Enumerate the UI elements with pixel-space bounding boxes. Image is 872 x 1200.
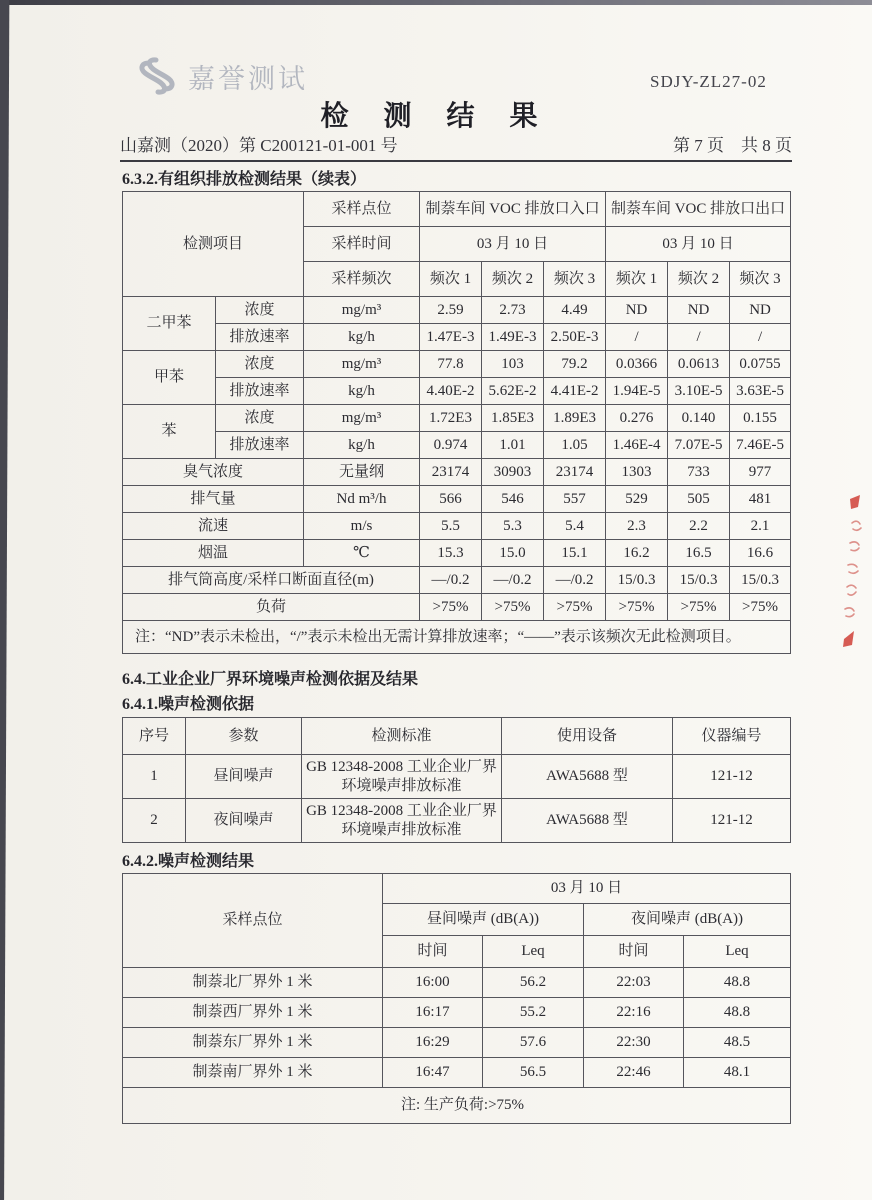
header-cell: 检测项目 <box>123 192 304 297</box>
value-cell: >75% <box>420 594 482 621</box>
point-cell: 制萘东厂界外 1 米 <box>123 1028 383 1058</box>
param-cell: 昼间噪声 <box>186 755 302 799</box>
value-cell: 16:47 <box>383 1058 483 1088</box>
value-cell: 1.94E-5 <box>606 378 668 405</box>
scan-edge-top <box>0 0 872 5</box>
value-cell: 1.05 <box>544 432 606 459</box>
point-cell: 制萘西厂界外 1 米 <box>123 998 383 1028</box>
value-cell: 48.8 <box>684 998 791 1028</box>
value-cell: >75% <box>482 594 544 621</box>
standard-cell: GB 12348-2008 工业企业厂界环境噪声排放标准 <box>302 799 502 843</box>
value-cell: 77.8 <box>420 351 482 378</box>
value-cell: —/0.2 <box>482 567 544 594</box>
param-cell: 排气量 <box>123 486 304 513</box>
header-cell: 采样频次 <box>304 262 420 297</box>
unit-cell: mg/m³ <box>304 351 420 378</box>
doc-code: SDJY-ZL27-02 <box>650 72 767 91</box>
param-cell: 烟温 <box>123 540 304 567</box>
value-cell: 15.1 <box>544 540 606 567</box>
value-cell: 0.0755 <box>730 351 791 378</box>
header-cell: 夜间噪声 (dB(A)) <box>584 904 791 936</box>
value-cell: 0.140 <box>668 405 730 432</box>
unit-cell: kg/h <box>304 432 420 459</box>
table-row <box>123 567 791 594</box>
table-row <box>123 718 791 755</box>
value-cell: 529 <box>606 486 668 513</box>
index-cell: 2 <box>123 799 186 843</box>
value-cell: 4.49 <box>544 297 606 324</box>
header-cell: 昼间噪声 (dB(A)) <box>383 904 584 936</box>
value-cell: 2.2 <box>668 513 730 540</box>
value-cell: 2.50E-3 <box>544 324 606 351</box>
table-row <box>123 968 791 998</box>
param-cell: 负荷 <box>123 594 420 621</box>
header-cell: 使用设备 <box>502 718 673 755</box>
value-cell: 5.62E-2 <box>482 378 544 405</box>
section-heading-64: 6.4.工业企业厂界环境噪声检测依据及结果 <box>122 671 419 688</box>
value-cell: 22:03 <box>584 968 684 998</box>
unit-cell: kg/h <box>304 378 420 405</box>
point-cell: 制萘北厂界外 1 米 <box>123 968 383 998</box>
pollutant-cell: 甲苯 <box>123 351 216 405</box>
value-cell: 1.46E-4 <box>606 432 668 459</box>
value-cell: 3.10E-5 <box>668 378 730 405</box>
section-heading-641: 6.4.1.噪声检测依据 <box>122 696 255 713</box>
header-cell: 参数 <box>186 718 302 755</box>
value-cell: 5.3 <box>482 513 544 540</box>
value-cell: 22:46 <box>584 1058 684 1088</box>
table-row <box>123 755 791 799</box>
report-number-row <box>120 131 792 162</box>
value-cell: 15/0.3 <box>668 567 730 594</box>
header-cell: Leq <box>483 936 584 968</box>
value-cell: >75% <box>544 594 606 621</box>
table-row <box>123 459 791 486</box>
table-note: 注：“ND”表示未检出，“/”表示未检出无需计算排放速率；“——”表示该频次无此检测项目。 <box>123 621 791 654</box>
report-number: 山嘉测（2020）第 C200121-01-001 号 <box>120 136 398 155</box>
value-cell: 977 <box>730 459 791 486</box>
unit-cell: m/s <box>304 513 420 540</box>
metric-cell: 浓度 <box>216 405 304 432</box>
emission-results-table <box>122 191 791 654</box>
param-cell: 臭气浓度 <box>123 459 304 486</box>
value-cell: 546 <box>482 486 544 513</box>
value-cell: 566 <box>420 486 482 513</box>
device-cell: AWA5688 型 <box>502 755 673 799</box>
value-cell: 22:16 <box>584 998 684 1028</box>
value-cell: 16:29 <box>383 1028 483 1058</box>
table-row <box>123 486 791 513</box>
value-cell: —/0.2 <box>420 567 482 594</box>
metric-cell: 浓度 <box>216 297 304 324</box>
table-row <box>123 192 791 227</box>
value-cell: 2.59 <box>420 297 482 324</box>
table-row <box>123 351 791 378</box>
value-cell: ND <box>668 297 730 324</box>
value-cell: 5.5 <box>420 513 482 540</box>
value-cell: / <box>668 324 730 351</box>
value-cell: / <box>730 324 791 351</box>
header-cell: 03 月 10 日 <box>606 227 791 262</box>
red-stamp-marks <box>836 495 870 655</box>
value-cell: 48.5 <box>684 1028 791 1058</box>
value-cell: 16.5 <box>668 540 730 567</box>
value-cell: ND <box>730 297 791 324</box>
device-cell: AWA5688 型 <box>502 799 673 843</box>
value-cell: >75% <box>606 594 668 621</box>
header-cell: 采样点位 <box>304 192 420 227</box>
instrument-cell: 121-12 <box>673 755 791 799</box>
table-row <box>123 1028 791 1058</box>
table-row <box>123 540 791 567</box>
value-cell: >75% <box>730 594 791 621</box>
value-cell: 2.73 <box>482 297 544 324</box>
value-cell: 16:00 <box>383 968 483 998</box>
table-row <box>123 432 791 459</box>
section-heading-632: 6.3.2.有组织排放检测结果（续表） <box>122 171 367 188</box>
unit-cell: kg/h <box>304 324 420 351</box>
value-cell: 1.01 <box>482 432 544 459</box>
value-cell: 16.2 <box>606 540 668 567</box>
value-cell: 15.0 <box>482 540 544 567</box>
metric-cell: 排放速率 <box>216 324 304 351</box>
value-cell: 57.6 <box>483 1028 584 1058</box>
value-cell: 1303 <box>606 459 668 486</box>
param-cell: 流速 <box>123 513 304 540</box>
company-logo <box>136 56 308 96</box>
value-cell: 15.3 <box>420 540 482 567</box>
table-note: 注: 生产负荷:>75% <box>123 1088 791 1124</box>
value-cell: 103 <box>482 351 544 378</box>
value-cell: ND <box>606 297 668 324</box>
table-row <box>123 297 791 324</box>
table-row <box>123 594 791 621</box>
value-cell: / <box>606 324 668 351</box>
header-cell: 频次 2 <box>482 262 544 297</box>
metric-cell: 排放速率 <box>216 432 304 459</box>
header-cell: 制萘车间 VOC 排放口入口 <box>420 192 606 227</box>
value-cell: 4.40E-2 <box>420 378 482 405</box>
value-cell: 0.0613 <box>668 351 730 378</box>
value-cell: 79.2 <box>544 351 606 378</box>
value-cell: 48.8 <box>684 968 791 998</box>
unit-cell: mg/m³ <box>304 297 420 324</box>
value-cell: 733 <box>668 459 730 486</box>
header-cell: 频次 1 <box>606 262 668 297</box>
table-row <box>123 378 791 405</box>
value-cell: 0.276 <box>606 405 668 432</box>
value-cell: 0.0366 <box>606 351 668 378</box>
value-cell: 7.07E-5 <box>668 432 730 459</box>
header-cell: 频次 3 <box>730 262 791 297</box>
value-cell: 2.3 <box>606 513 668 540</box>
index-cell: 1 <box>123 755 186 799</box>
value-cell: 22:30 <box>584 1028 684 1058</box>
noise-results-table <box>122 873 791 1124</box>
scan-edge-left <box>0 0 12 1200</box>
value-cell: 15/0.3 <box>730 567 791 594</box>
table-row <box>123 621 791 654</box>
metric-cell: 排放速率 <box>216 378 304 405</box>
header-cell: 采样时间 <box>304 227 420 262</box>
value-cell: 48.1 <box>684 1058 791 1088</box>
value-cell: 56.2 <box>483 968 584 998</box>
value-cell: 2.1 <box>730 513 791 540</box>
value-cell: 1.49E-3 <box>482 324 544 351</box>
table-row <box>123 405 791 432</box>
instrument-cell: 121-12 <box>673 799 791 843</box>
value-cell: 15/0.3 <box>606 567 668 594</box>
table-row <box>123 1088 791 1124</box>
value-cell: 505 <box>668 486 730 513</box>
table-row <box>123 874 791 904</box>
value-cell: 1.85E3 <box>482 405 544 432</box>
header-cell: 采样点位 <box>123 874 383 968</box>
table-row <box>123 799 791 843</box>
noise-basis-table <box>122 717 791 843</box>
point-cell: 制萘南厂界外 1 米 <box>123 1058 383 1088</box>
unit-cell: mg/m³ <box>304 405 420 432</box>
param-cell: 夜间噪声 <box>186 799 302 843</box>
logo-text: 嘉誉测试 <box>188 63 308 94</box>
standard-cell: GB 12348-2008 工业企业厂界环境噪声排放标准 <box>302 755 502 799</box>
header-cell: 序号 <box>123 718 186 755</box>
logo-knot-icon <box>136 56 178 96</box>
value-cell: 16.6 <box>730 540 791 567</box>
header-cell: Leq <box>684 936 791 968</box>
header-cell: 03 月 10 日 <box>420 227 606 262</box>
table-row <box>123 998 791 1028</box>
value-cell: 5.4 <box>544 513 606 540</box>
value-cell: 1.89E3 <box>544 405 606 432</box>
table-row <box>123 1058 791 1088</box>
metric-cell: 浓度 <box>216 351 304 378</box>
value-cell: 3.63E-5 <box>730 378 791 405</box>
unit-cell: ℃ <box>304 540 420 567</box>
value-cell: 557 <box>544 486 606 513</box>
unit-cell: 无量纲 <box>304 459 420 486</box>
value-cell: 7.46E-5 <box>730 432 791 459</box>
value-cell: 23174 <box>420 459 482 486</box>
header-cell: 频次 3 <box>544 262 606 297</box>
value-cell: 16:17 <box>383 998 483 1028</box>
pollutant-cell: 苯 <box>123 405 216 459</box>
value-cell: 481 <box>730 486 791 513</box>
header-cell: 频次 2 <box>668 262 730 297</box>
value-cell: 56.5 <box>483 1058 584 1088</box>
param-cell: 排气筒高度/采样口断面直径(m) <box>123 567 420 594</box>
page-number: 第 7 页 共 8 页 <box>673 136 792 155</box>
pollutant-cell: 二甲苯 <box>123 297 216 351</box>
value-cell: 23174 <box>544 459 606 486</box>
header-cell: 时间 <box>383 936 483 968</box>
header-cell: 频次 1 <box>420 262 482 297</box>
header-cell: 检测标准 <box>302 718 502 755</box>
section-heading-642: 6.4.2.噪声检测结果 <box>122 853 255 870</box>
value-cell: 4.41E-2 <box>544 378 606 405</box>
value-cell: —/0.2 <box>544 567 606 594</box>
value-cell: 30903 <box>482 459 544 486</box>
table-row <box>123 513 791 540</box>
value-cell: 0.974 <box>420 432 482 459</box>
value-cell: 1.47E-3 <box>420 324 482 351</box>
value-cell: 55.2 <box>483 998 584 1028</box>
header-cell: 制萘车间 VOC 排放口出口 <box>606 192 791 227</box>
header-cell: 03 月 10 日 <box>383 874 791 904</box>
value-cell: 0.155 <box>730 405 791 432</box>
header-cell: 时间 <box>584 936 684 968</box>
table-row <box>123 324 791 351</box>
value-cell: >75% <box>668 594 730 621</box>
page-title: 检 测 结 果 <box>320 101 552 132</box>
unit-cell: Nd m³/h <box>304 486 420 513</box>
value-cell: 1.72E3 <box>420 405 482 432</box>
header-cell: 仪器编号 <box>673 718 791 755</box>
